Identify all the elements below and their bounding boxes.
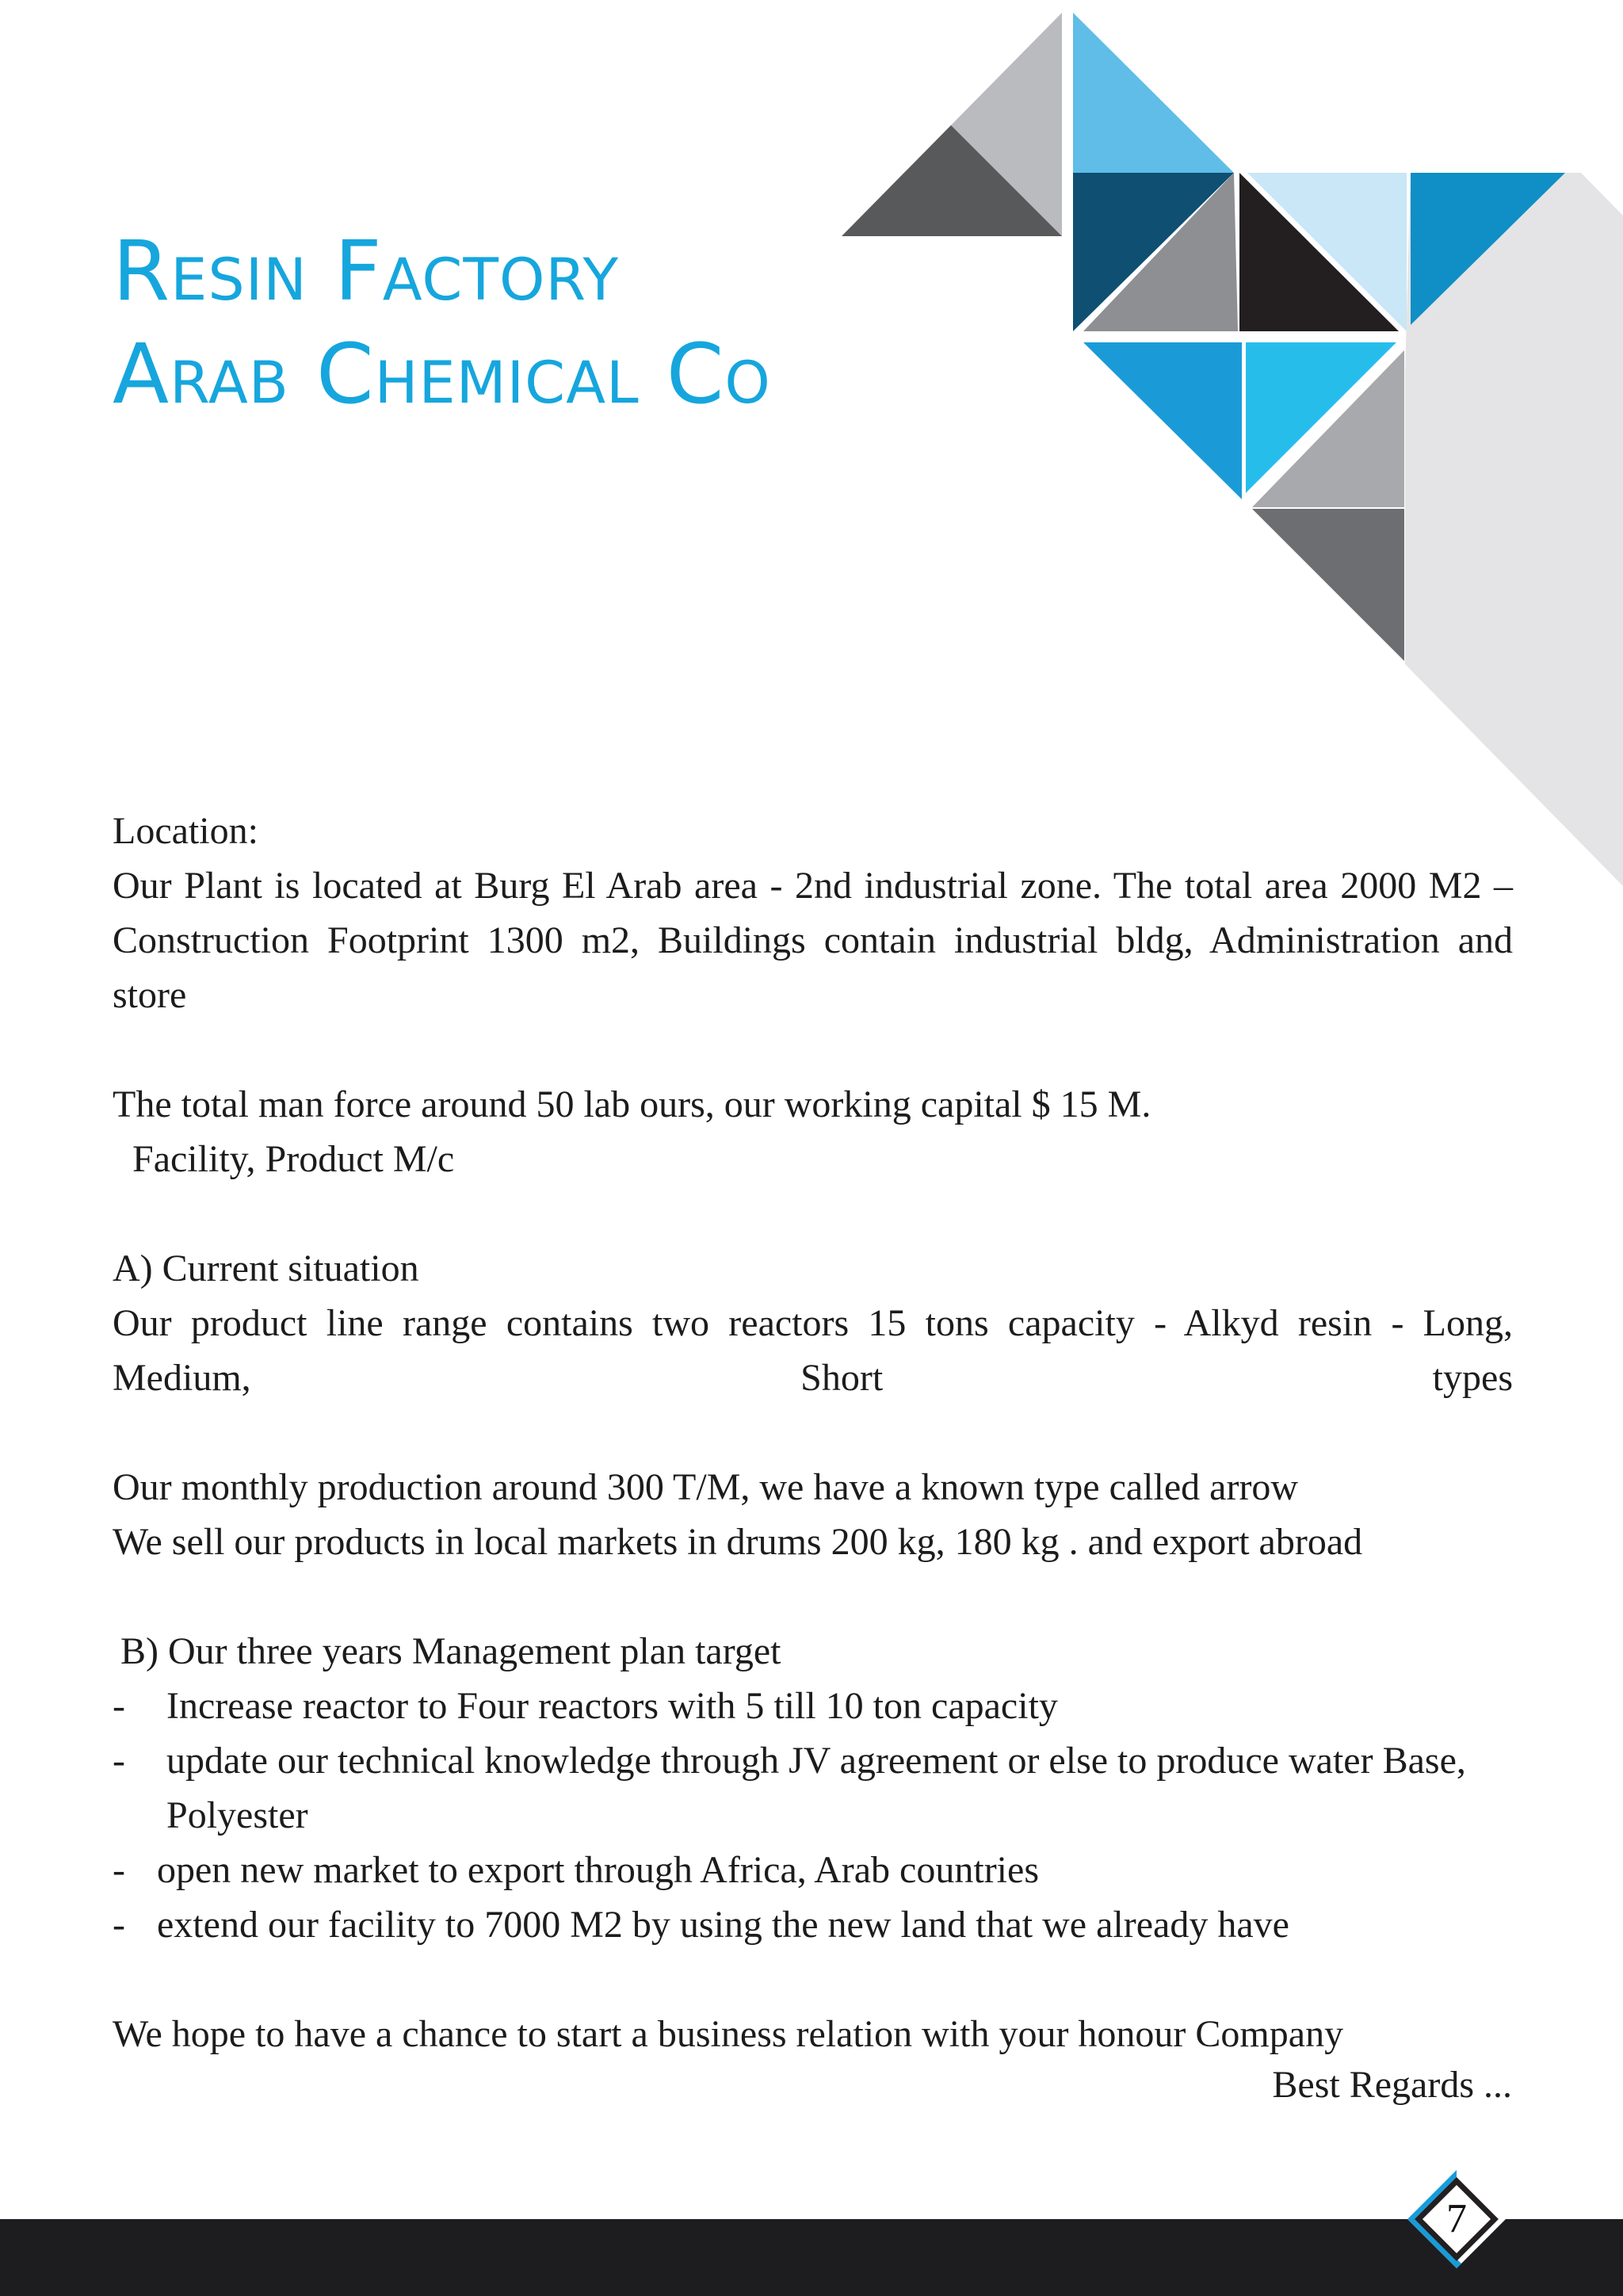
page-title-line2: Arab Chemical Co <box>113 326 771 422</box>
triangle-charcoal-bottom <box>1252 509 1404 661</box>
production-text: Our monthly production around 300 T/M, we have a known type called arrow <box>113 1466 1299 1508</box>
page-number: 7 <box>1446 2196 1467 2241</box>
triangle-sky-blue <box>1073 13 1234 173</box>
footer-bar <box>0 2219 1623 2296</box>
plan-item-2: - update our technical knowledge through JV agreement or else to produce water Base, Polyester <box>113 1733 1513 1843</box>
plan-item-4: - extend our facility to 7000 M2 by using the new land that we already have <box>113 1897 1513 1952</box>
page-title-line1: Resin Factory <box>113 223 620 319</box>
current-situation-heading: A) Current situation <box>113 1247 419 1289</box>
decorative-triangle-graphic <box>0 0 1623 888</box>
facility-text: Facility, Product M/c <box>132 1138 455 1180</box>
sales-text: We sell our products in local markets in drums 200 kg, 180 kg . and export abroad <box>113 1521 1363 1563</box>
best-regards: Best Regards ... <box>1272 2064 1512 2106</box>
location-heading: Location: <box>113 810 258 852</box>
location-paragraph: Our Plant is located at Burg El Arab area - 2nd industrial zone. The total area 2000 M2 – Construction Footprint 1300 m2, Buildings contain industrial bldg, Administration and store <box>113 865 1513 1016</box>
triangle-blue-left <box>1083 342 1242 499</box>
plan-item-1: - Increase reactor to Four reactors with 5 till 10 ton capacity <box>113 1679 1513 1733</box>
closing-text: We hope to have a chance to start a business relation with your honour Company <box>113 2013 1344 2055</box>
plan-item-3: - open new market to export through Africa, Arab countries <box>113 1843 1513 1897</box>
plan-list <box>113 1679 1513 1952</box>
plan-heading: B) Our three years Management plan target <box>120 1630 781 1672</box>
body-content <box>113 804 1513 2061</box>
workforce-text: The total man force around 50 lab ours, our working capital $ 15 M. <box>113 1083 1151 1125</box>
product-line-text: Our product line range contains two reactors 15 tons capacity - Alkyd resin - Long, Medium, Short types <box>113 1302 1513 1399</box>
